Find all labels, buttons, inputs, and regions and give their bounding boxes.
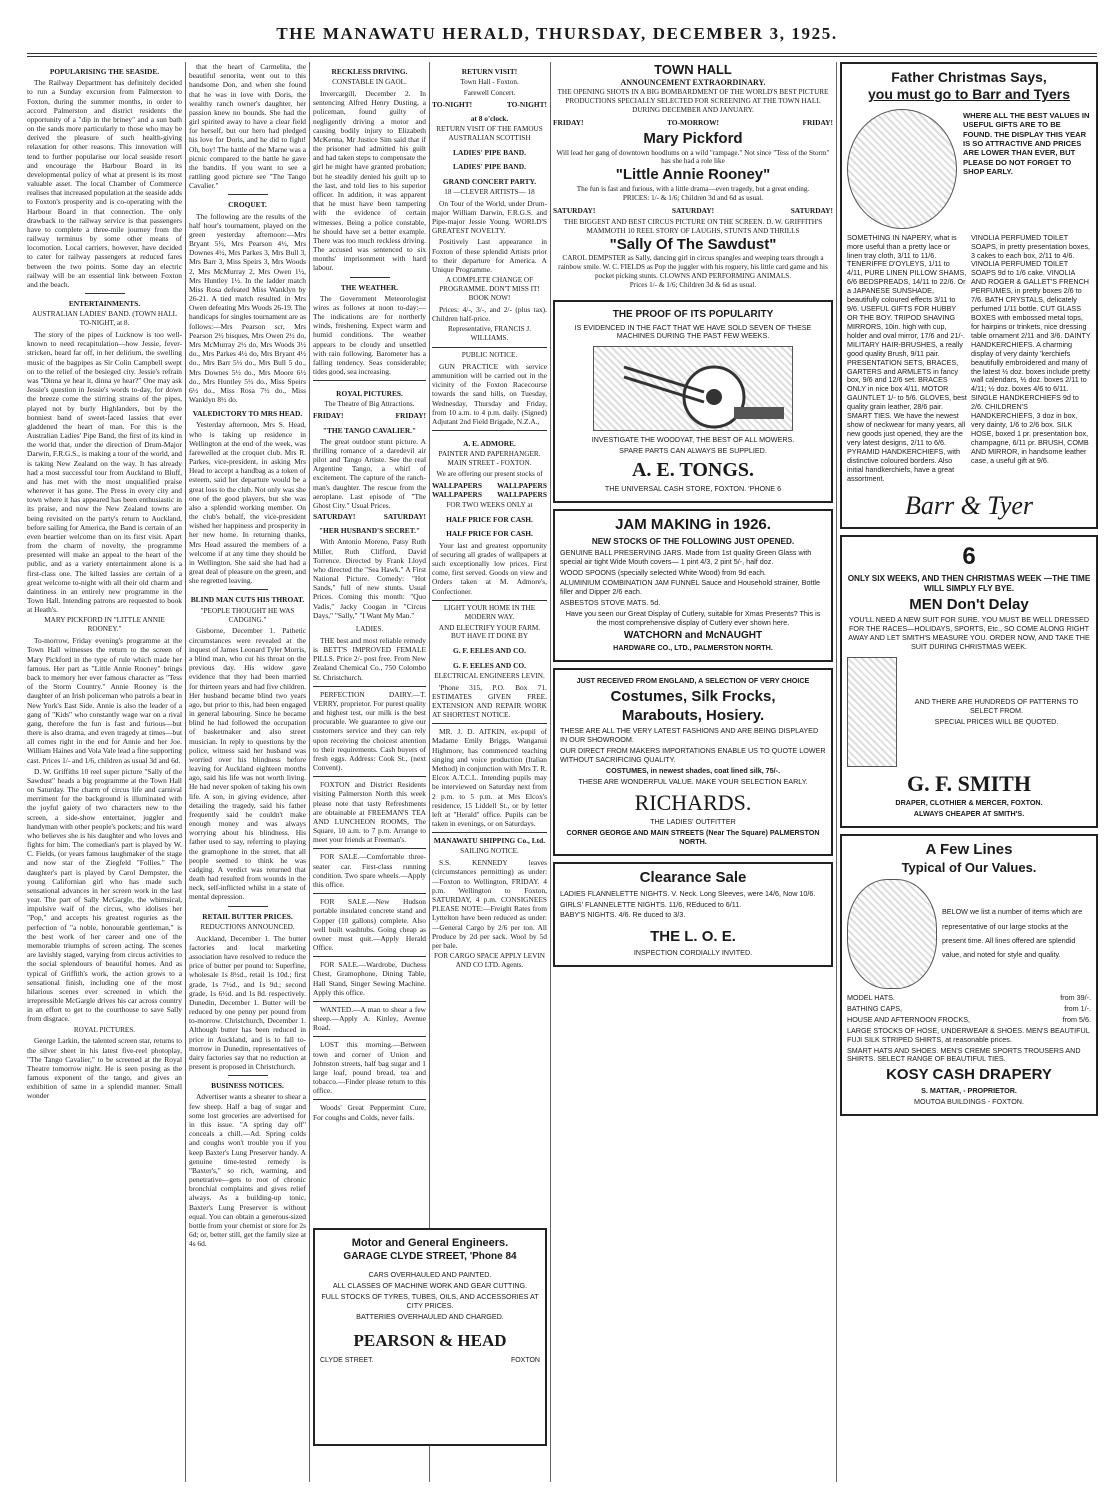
item-name: MODEL HATS. [847, 992, 895, 1002]
ad-electrify: AND ELECTRIFY YOUR FARM. BUT HAVE IT DONE BY [438, 623, 541, 641]
article-sawdust: D. W. Griffiths 10 reel super picture "Sally of the Sawdust" heads a big programme at the Town Hall on Saturday. The charm of circus life and carnival merriment for the background is illuminated with the joyful gaiety of two characters new to the screen, a side-show entertainer, juggler and handyman with other people's pockets; and his ward who believes she is his daughter and who loves and fights for him. The comedian's part is played by W. C. Fields, (or years famous laughmaker of the stage and now star of the Ziegfeld "Follies." The daughter's part is played by Carol Dempster, the young Californian girl who has made such sensational advances in her screen work in the last year. The part of Sally McGargle, the whimsical, impulsive waif of the circus, who idolises her "Pop," and accepts his greatest roguries as the perfection of "a noble, honourable gentleman," is the best work of her career and one of the memorable triumphs of screen acting. The scenes are lavishly staged, varying from circus activities to the social splendours of beautiful homes. And as typical of Griffith's work, the action grows to a sensational finish, including one of the most hilarious scenes ever screened in which the irrepressible McGargle drives his car across country in an effort to get to the courthouse to save Sally from disgrace. [27, 766, 182, 1024]
ad-body: YOU'LL NEED A NEW SUIT FOR SURE. YOU MUST BE WELL DRESSED FOR THE RACES—HOLIDAYS, SPORTS, Etc., SO COME ALONG RIGHT AWAY AND LET SMITH'S MEASURE YOU. ORDER NOW, AND TAKE THE SUIT DURING CHRISTMAS WEEK. [848, 615, 1090, 652]
article-royal-pictures: George Larkin, the talented screen star, returns to the silver sheet in his latest five-reel photoplay, "The Tango Cavalier," to be screened at the Royal Theatre tomorrow night. He is seen posing as the famous exponent of the tango, and gives an exhibition of same in a splendid manner. Small wonder [27, 1036, 182, 1101]
subhead-pickford: MARY PICKFORD IN "LITTLE ANNIE ROONEY." [44, 616, 165, 634]
ad-weeks: ONLY SIX WEEKS, AND THEN CHRISTMAS WEEK —THE TIME WILL SIMPLY FLY BYE. [847, 573, 1091, 593]
subhead-reductions: REDUCTIONS ANNOUNCED. [200, 922, 295, 931]
column-rule [836, 62, 837, 1482]
ad-clever: 18 —CLEVER ARTISTS— 18 [444, 187, 535, 196]
ad-barr-tyer [840, 62, 1098, 529]
ad-name: KOSY CASH DRAPERY [886, 1066, 1052, 1084]
ad-pipe-band [432, 67, 547, 343]
subhead-royal-pictures: ROYAL PICTURES. [73, 1025, 136, 1034]
headline-weather: THE WEATHER. [340, 282, 399, 292]
ad-address: THE UNIVERSAL CASH STORE, FOXTON. 'PHONE 6 [604, 484, 782, 493]
ad-men: MEN Don't Delay [909, 595, 1029, 613]
ad-tonight: TO-NIGHT! [506, 100, 547, 110]
article-butter: Auckland, December 1. The butter factories and local marketing association have resolved to reduce the price of butter per pound to: Superfine, wholesale 1s 8½d., retail 1s 10d.; first grade, 1s 7½d., and 1s 9d.; second grade, 1s 6½d. and 1s 8d. respectively. Dunedin, December 1. Butter will be reduced by one penny per pound from to-morrow. Christchurch, December 1. Although butter has been reduced in price in Auckland, and is to fall to-morrow in Dunedin, representatives of dairy factories say that no reduction at present is proposed in Christchurch. [189, 933, 306, 1072]
headline-blind-man: BLIND MAN CUTS HIS THROAT. [190, 595, 305, 605]
ad-body: THESE ARE ALL THE VERY LATEST FASHIONS AND ARE BEING DISPLAYED IN OUR SHOWROOM. [560, 726, 819, 745]
ad-line: LARGE STOCKS OF HOSE, UNDERWEAR & SHOES. MEN'S BEAUTIFUL FUJI SILK STRIPED SHIRTS, at reasonable prices. [847, 1025, 1090, 1044]
ad-saturday: SATURDAY! [553, 205, 596, 215]
ad-grand: GRAND CONCERT PARTY. [442, 176, 537, 186]
ad-line: GENUINE BALL PRESERVING JARS. Made from 1st quality Green Glass with special air tight Wide Mouth covers— 1 pint 4/3, 2 pint 5/-, half doz. [560, 547, 812, 566]
ad-change: A COMPLETE CHANGE OF PROGRAMME. DON'T MISS IT! BOOK NOW! [439, 276, 540, 302]
ad-cast: CAROL DEMPSTER as Sally, dancing girl in circus spangles and weeping tears through a rainbow smile. W. C. FIELDS as Pop the juggler with his roguery, his little card game and his pocket picking stunts. CLOWNS AND PERFORMING ANIMALS. [558, 254, 828, 281]
ad-items [847, 994, 1091, 1025]
divider [228, 194, 268, 195]
ad-film: "THE TANGO CAVALIER." [322, 425, 417, 435]
ad-cargo: FOR CARGO SPACE APPLY LEVIN AND CO LTD. Agents. [434, 952, 545, 969]
ad-star: Mary Pickford [643, 129, 743, 147]
ad-tonight-row [432, 100, 547, 109]
ad-body: WHERE ALL THE BEST VALUES IN USEFUL GIFTS ARE TO BE FOUND. THE DISPLAY THIS YEAR IS SO ATTRACTIVE AND PRICES ARE LOWER THAN EVER, BUT PLEASE DO NOT FORGET TO SHOP EARLY. [963, 110, 1090, 177]
public-notice-heading: PUBLIC NOTICE. [432, 347, 547, 360]
ad-friday-row [553, 118, 833, 127]
ad-line: ALUMINIUM COMBINATION JAM FUNNEL Sauce and Household strainer, Bottle filler and Dipper 2/6 each. [560, 578, 821, 597]
ad-name: PEARSON & HEAD [353, 1331, 507, 1350]
ad-day: FRIDAY! [313, 411, 344, 421]
ad-title: JAM MAKING in 1926. [615, 515, 771, 533]
ad-clearance-sale [553, 862, 833, 967]
divider [228, 906, 268, 907]
ad-name: WATCHORN and McNAUGHT [623, 630, 763, 642]
divider [85, 293, 125, 294]
headline-business-notices: BUSINESS NOTICES. [211, 1081, 284, 1091]
father-christmas-illustration [847, 109, 957, 229]
ad-spare: SPARE PARTS CAN ALWAYS BE SUPPLIED. [619, 446, 767, 456]
subhead-ladies-band: AUSTRALIAN LADIES' BAND. (TOWN HALL TO-NIGHT, at 8. [31, 310, 178, 328]
item-price: from 39/-. [1060, 992, 1091, 1002]
article-pickford: To-morrow, Friday evening's programme at the Town Hall witnesses the return to the screen of Mary Pickford in the type of rule which made her famous. Her part as "Little Annie Rooney" brings back to memory her ever famous character as "Tess of the Storm Country." Annie Rooney is the daughter of an Irish policeman who patrols a beat in New York's East Side. Annie is also the leader of a gang of "Kids" who constantly wage war on a rival gang, therefore the fun is fast and furious—but there is also drama, and even tragedy at times—but all comes right in the end for Annie and her Joe. William Haines and Vola Vale lead a fine supporting cast. Prices 1/- and 1/6, children as usual 3d and 6d. [27, 636, 182, 765]
ad-line: CARS OVERHAULED AND PAINTED. [368, 1270, 492, 1279]
ad-name: RICHARDS. [634, 790, 752, 816]
ad-kosy-cash-drapery [840, 834, 1098, 1116]
ad-name: A. E. ADMORE. [463, 439, 516, 449]
column-rule [309, 62, 310, 1482]
ad-eeles: G. F. EELES AND CO. [452, 646, 527, 656]
ad-admore [432, 430, 547, 596]
ad-line: BABY'S NIGHTS. 4/6. Re duced to 3/3. [560, 910, 686, 920]
ad-body: THESE ARE WONDERFUL VALUE. MAKE YOUR SELECTION EARLY. [578, 777, 808, 787]
ad-title: RETURN VISIT! [461, 67, 518, 76]
ad-last: Positively Last appearance in Foxton of these splendid Artists prior to their departure for America. A Unique Programme. [432, 237, 547, 274]
column-1 [27, 62, 182, 1482]
ad-line: Have you seen our Great Display of Cutlery, suitable for Xmas Presents? This is the most comprehensive display of Cutlery ever shown here. [565, 609, 821, 628]
lawnmower-illustration [593, 346, 793, 431]
ad-prices: PRICES: 1/- & 1/6; Children 3d and 6d as usual. [622, 193, 764, 202]
ad-peppermint: Woods' Great Peppermint Cure, For coughs and Colds, never fails. [313, 1099, 426, 1121]
ad-tour: On Tour of the World, under Drum-major William Darwin, F.R.G.S. and Pipe-major Jessie Young. WORLD'S GREATEST NOVELTY. [432, 198, 547, 236]
ad-tail: Your last and greatest opportunity of securing all grades of wallpapers at such exceptionally low prices. First come, first served. Goods on view and Orders taken at M. Admore's, Confectioner. [432, 540, 547, 596]
ad-town-hall [553, 62, 833, 290]
ad-address: MOUTOA BUILDINGS - FOXTON. [914, 1096, 1024, 1106]
masthead-rule-2 [27, 56, 1097, 57]
ad-film: "HER HUSBAND'S SECRET." [318, 526, 421, 536]
ad-freeman: FOXTON and District Residents visiting Palmerston North this week please note that tasty Refreshments are obtainable at FREEMAN'S TEA AND LUNCHEON ROOMS, The Square, 10 a.m. to 7 p.m. Arrange to meet your friends at Freeman's. [313, 776, 426, 844]
ad-body: With Antonio Moreno, Patsy Ruth Miller, Ruth Clifford, David Torrence. Directed by Frank Lloyd who directed the "Sea Hawk." A First National Picture. Comedy: "Hot Sands," full of new stunts. Usual Prices. Coming this month: "Quo Vadis," Jacky Coogan in "Circus Days," "Sally," "I Want My Man." [313, 537, 426, 620]
headline-entertainments: ENTERTAINMENTS. [68, 299, 141, 309]
ad-g-f-smith [840, 535, 1098, 828]
article-seaside: The Railway Department has definitely decided to run a Sunday excursion from Palmerston to Foxton, during the summer months, in order to accord Palmerston and district residents the opportunity of a "dip in the briney" and a sun bath on the sands more particularly to those who may be derived the pleasure of such health-giving relaxation for other reasons. This innovation will tend to further popularise our local seaside resort and encourage the Harbour Board in its developmental policy of what at present is its most valuable asset. The local Chamber of Commerce realises that increased population at the seaside adds to Foxton's prosperity and is co-operating with the Harbour Board in that connection. The only drawback to the railway service is that passengers have to complete a three-mile journey from the railway terminus by some other means of locomotion. Local carriers, however, have decided to cater for railway passengers at reduced fares between the two points. Some day an electric railway will be an essential link between Foxton and the beach. [27, 78, 182, 289]
man-illustration [847, 657, 897, 767]
ad-light-heading: LIGHT YOUR HOME IN THE MODERN WAY. [432, 600, 547, 622]
ad-wallpaper: WALLPAPERS [497, 481, 547, 491]
ad-sailing: SAILING NOTICE. [460, 847, 519, 856]
column-6 [840, 62, 1098, 1482]
article-reckless-driving: Invercargill, December 2. In sentencing Alfred Henry Dusting, a policeman, found guilty of negligently driving a motor and causing bodily injury to Elizabeth McKenna, Mr Justice Sim said that if the prisoner had admitted his guilt and had taken steps to compensate the girl he might have granted probation; but he steadily denied his guilt up to the last, and told lies to his superior officer. In addition, it was apparent that he must have been tampering with the evidence of certain witnesses. Being a police constable, he should have set a better example. There was too much reckless driving. The accused was sentenced to six months' imprisonment with hard labour. [313, 89, 426, 273]
ad-aitkin: MR. J. D. AITKIN, ex-pupil of Madame Emily Briggs, Wanganui Highmore, has commenced teaching singing and voice production (Italian Method) in conjunction with Mrs T. R. Elcox A.T.C.L. Intending pupils may be interviewed on Saturday next from 2 p.m. to 5 p.m. at Mrs Elcox's residence, 15 Liddell St., or by letter left at "Herald" office. Pupils can be taken in evenings, or on Saturdays. [432, 723, 547, 828]
ad-title: ROYAL PICTURES. [336, 389, 403, 399]
ad-line: Town Hall - Foxton. [460, 78, 519, 87]
article-ladies-band: The story of the pipes of Lucknow is too well-known to need recapitulation—how Jessie, fever-stricken, heard far off, in her delirium, the swelling music of the bagpipes as Sir Colin Campbell swept on to the relief of the besieged city. Jessie's refrain was "Dinna ye hear it, dinna ye hear?" One may ask Jessie's question in Jessie's words to-day, for down the breeze come the stirring strains of the pipes, played not by burly Highlanders, but by the bonniest band of sweet-faced lassies that ever gladdened the heart of man. For this is the Australian Ladies' Pipe Band, the first of its kind in the world that, under the direction of Drum-Major Darwin, F.R.G.S., is making a tour of the world, and is taking New Zealand on the way. It has already had a most successful tour from Auckland to Bluff, and has met with the most unqualified praise wherever it has gone. The Press in every city and town where it has appeared has been enthusiastic in its praise, and now the New Zealand towns are being revisited on the party's return to Auckland, before sailing for America, the Band is certain of an even heartier welcome than on its first visit. Apart from the charm of novelty, the programme presented will make an appeal to the heart of the public, and as a variety entertainment alone is a first-class one. The kilted lassies are certain of a great welcome to-night with all their old charm and daintiness in an entirely new programme in the Town Hall. Intending patrons are requested to book at Heath's. [27, 330, 182, 615]
ad-title: Typical of Our Values. [901, 859, 1037, 875]
ad-pills: THE best and most reliable remedy is BETT'S IMPROVED FEMALE PILLS. Price 2/- post free. From New Zealand Chemical Co., 750 Colombo St. Christchurch. [313, 635, 426, 682]
ad-body: THE OPENING SHOTS IN A BIG BOMBARDMENT OF THE WORLD'S BEST PICTURE PRODUCTIONS SPECIALLY SELECTED FOR SCREENING AT THE TOWN HALL DURING DECEMBER AND JANUARY. [557, 88, 829, 114]
ad-name: THE L. O. E. [650, 928, 736, 946]
ad-weeks: FOR TWO WEEKS ONLY at [446, 501, 533, 510]
ad-role: THE LADIES' OUTFITTER [650, 817, 736, 827]
ad-list-left: SOMETHING IN NAPERY, what is more useful than a pretty lace or linen tray cloth, 3/11 to 11/6. TENERIFFE D'OYLEYS, 1/11 to 4/11, PURE LINEN PILLOW SHAMS, 6/6 BEDSPREADS, 14/11 to 22/6. Or a JAPANESE SUNSHADE, beautifully coloured effects 3/11 to 9/6. USEFUL GIFTS FOR HUBBY OR THE BOY. TRIPOD SHAVING MIRRORS, 10in. high with cup, holder and oval mirror, 17/6 and 21/-. MILITARY HAIR-BRUSHES, a really good quality Brush, 9/11 pair. PRESENTATION SETS, BRACES, GARTERS and ARMLETS in fancy box, 9/6 and 12/6 set. BRACES ONLY in nice box 4/11. MOTOR GAUNTLET 1/- to 5/6. GLOVES, best quality grain leather, 28/6 pair. SMART TIES. We have the newest show of neckwear for many years, all new goods just opened, they are the very latest designs, 2/11 to 6/6. PYRAMID HANDKERCHIEFS, with distinctive coloured borders. Also initial handkerchiefs, have a great assortment. [847, 232, 967, 483]
ad-body: We are offering our present stocks of [436, 470, 543, 479]
ad-day: FRIDAY! [395, 411, 426, 421]
ad-title: Clearance Sale [639, 869, 747, 887]
ad-half-price: HALF PRICE FOR CASH. [446, 515, 533, 525]
ad-sub: GARAGE CLYDE STREET, 'Phone 84 [343, 1251, 517, 1262]
headline-valedictory: VALEDICTORY TO MRS HEAD. [192, 409, 303, 419]
public-notice-gun: GUN PRACTICE with service ammunition will be carried out in the vicinity of the Foxton Racecourse towards the sand hills, on Tuesday, Wednesday, Thursday and Friday, from 10 a.m. to 4 p.m. daily. (Signed) Adjutant 2nd Field Brigade, N.Z.A., [432, 361, 547, 426]
ad-eeles-body: 'Phone 315, P.O. Box 71. ESTIMATES GIVEN FREE. EXTENSION AND REPAIR WORK AT SHORTEST NOTICE. [432, 682, 547, 720]
ad-day: SATURDAY! [383, 512, 426, 522]
ad-body: OUR DIRECT FROM MAKERS IMPORTATIONS ENABLE US TO QUOTE LOWER WITHOUT SACRIFICING QUALITY. [560, 746, 826, 765]
ad-prices: Prices 1/- & 1/6; Children 3d & 6d as usual. [629, 281, 757, 290]
ad-tonight: TO-NIGHT! [432, 100, 473, 110]
ad-eeles: G. F. EELES AND CO. [452, 660, 527, 670]
ad-prices: Prices: 4/-, 3/-, and 2/- (plus tax). Children half-price. [432, 304, 547, 323]
list-item [847, 994, 1091, 1003]
ad-eeles-role: ELECTRICAL ENGINEERS LEVIN. [434, 671, 545, 680]
ad-investigate: INVESTIGATE THE WOODYAT, THE BEST OF ALL MOWERS. [591, 435, 795, 445]
ad-line: WOOD SPOONS (specially selected White Wood) from 9d each. [560, 567, 766, 577]
ad-title: Father Christmas Says, [891, 69, 1047, 85]
ad-line: FULL STOCKS OF TYRES, TUBES, OILS, AND ACCESSORIES AT CITY PRICES. [321, 1292, 539, 1310]
item-price: from 5/6. [1062, 1014, 1091, 1024]
ad-body: AND THERE ARE HUNDREDS OF PATTERNS TO SELECT FROM. [914, 696, 1079, 715]
ad-kennedy: S.S. KENNEDY leaves (circumstances permitting) as under:—Foxton to Wellington, FRIDAY. 4 p.m. Wellington to Foxton, SATURDAY, 4 p.m. CONSIGNEES PLEASE NOTE:—Freight Rates from Lyttelton have been reduced as under:—General Cargo by 2/6 per ton. All Produce by 2d per sack. Wool by 5d per bale. [432, 858, 547, 950]
article-business-notices: Advertiser wants a shearer to shear a few sheep. Half a bag of sugar and some lost groceries are advertised for in this issue. "A spring day off" conceals a chill.—Ad. Spring colds and coughs won't trouble you if you keep Baxter's Lung Preserver handy. A genuine time-tested remedy is "Baxter's," so rich, warming, and penetrative—gets to root of chronic bronchial complaints and gives relief always. As a building-up tonic, Baxter's Lung Preserver is without equal. You can obtain a generous-sized bottle from your chemist or store for 2s 6d; or, better still, get the family size at 4s 6d. [189, 1092, 306, 1249]
column-rule [185, 62, 186, 1482]
ad-fun: The fun is fast and furious, with a little drama—even tragedy, but a great ending. [576, 184, 810, 193]
ad-line: GIRLS' FLANNELETTE NIGHTS. 11/6, REduced to 6/11. [560, 899, 742, 909]
ad-street: CLYDE STREET. [320, 1357, 374, 1364]
ad-day-row [313, 411, 426, 420]
ad-tongs [553, 300, 833, 503]
item-price: from 1/-. [1064, 1003, 1091, 1013]
ad-day-row [313, 512, 426, 521]
ad-time: at 8 o'clock. [470, 114, 509, 124]
ad-role: PAINTER AND PAPERHANGER. MAIN STREET - FOXTON. [438, 450, 541, 468]
ad-tag: ALWAYS CHEAPER AT SMITH'S. [913, 809, 1025, 819]
subhead-cadging: "PEOPLE THOUGHT HE WAS CADGING." [200, 606, 295, 624]
ad-saturday: SATURDAY! [671, 205, 715, 215]
ad-desc: Will lead her gang of downtown hoodlums on a wild "rampage." Not since "Tess of the Storm" has she had a role like [556, 148, 830, 166]
ad-heading: Marabouts, Hosiery. [621, 706, 765, 724]
ad-top: JUST RECEIVED FROM ENGLAND, A SELECTION OF VERY CHOICE [576, 676, 810, 686]
classified-car: FOR SALE.—Comfortable three-seater car. First-class running condition. Two spare wheels.—Apply this office. [313, 848, 426, 889]
classified-copper: FOR SALE.—New Hudson portable insulated concrete stand and Copper (10 gallons) complete. Also well built washtubs. Going cheap as owner must quit.—Apply Herald Office. [313, 893, 426, 952]
ad-title: A Few Lines [925, 841, 1013, 859]
ad-film: "Little Annie Rooney" [615, 166, 771, 184]
ad-list-right: VINOLIA PERFUMED TOILET SOAPS, in pretty presentation boxes, 3 cakes to each box, 2/11 to 4/6. VINOLIA PERFUMED TOILET SOAPS 9d to 1/6 cake. VINOLIA AND ROGER & GALLET'S FRENCH PERFUMES, in pretty boxes 2/6 to 7/6. BATH CRYSTALS, delicately perfumed 1/11 bottle. CUT GLASS BOXES with embossed metal tops, for hairpins or trinkets, nice dressing table ornament 2/11 and 3/6. DAINTY HANDKERCHIEFS. A charming display of very dainty 'kerchiefs beautifully embroidered and many of the latest ½ doz. boxes include pretty wall calendars, ½ doz. boxes 2/11 to 4/11; ½ doz. boxes 4/6 to 6/11. SINGLE HANDKERCHIEFS 9d to 2/6. CHILDREN'S HANDKERCHIEFS, 3 doz in box, very dainty, 1/6 to 2/6 box. SILK HOSE, boxed 1 pr. presentation box, champagne, 6/11 pr. BRUSH, COMB AND MIRROR, in handsome leather case, a useful gift at 9/6. [971, 232, 1091, 465]
ad-address: HARDWARE CO., LTD., PALMERSTON NORTH. [613, 643, 773, 653]
ad-address-row [320, 1357, 540, 1364]
ad-body: The great outdoor stunt picture. A thrilling romance of a daredevil air pilot and Tango Artiste. See the real Argentine Tango, a whirl of excitement. The capture of the ranch-man's daughter. The rescue from the aeroplane. Last episode of "The Ghost City." Usual Prices. [313, 436, 426, 510]
article-valedictory: Yesterday afternoon, Mrs S. Head, who is taking up residence in Wellington at the end of the week, was farewelled at the croquet club. Mrs R. Parkes, vice-president, in asking Mrs Head to accept a handbag as a token of esteem, said her departure would be a great loss to the club. Not only was she one of the good players, but she was also a splendid working member. On the club's behalf, the vice-president wished her happiness and prosperity in her new home. In returning thanks, Mrs Head assured the members of a welcome if at any time they should be in Wellington. She said she had had a great deal of pleasure on the green, and she regretted leaving. [189, 420, 306, 586]
ad-intro: BELOW we list a number of items which are representative of our large stocks at the present time. All lines offered are splendid value, and noted for style and quality. [942, 907, 1083, 960]
list-item [847, 1005, 1091, 1014]
barr-tyer-logo: Barr & Tyer [904, 490, 1034, 520]
ad-wallpaper-row [432, 481, 547, 490]
ad-wallpaper: WALLPAPERS [432, 481, 482, 491]
column-5 [553, 62, 833, 1482]
ad-name: G. F. SMITH [907, 771, 1031, 797]
masthead: THE MANAWATU HERALD, THURSDAY, DECEMBER 3, 1925. [276, 24, 838, 43]
lady-illustration [847, 879, 937, 989]
item-name: HOUSE AND AFTERNOON FROCKS, [847, 1014, 971, 1024]
ad-line: ALL CLASSES OF MACHINE WORK AND GEAR CUTTING. [332, 1281, 528, 1290]
headline-seaside: POPULARISING THE SEASIDE. [49, 67, 160, 76]
article-croquet: The following are the results of the half hour's tournament, played on the green yesterday afternoon:—Mrs Bryant 5½, Mrs Pearson 4½, Mrs Downes 4½, Mrs Parkes 3, Mrs Bull 3, Mrs Barr 3, Miss Speirs 3, Mrs Woods 2, Mrs McMurray 2, Mrs Owen 1½, Mrs Huntley 1½. In the ladder match Miss Rosa defeated Miss Wanklyn by 26-21. A tied match resulted in Mrs Owen defeating Mrs Woods 26-19. The handicaps for singles tournament are as follows:—Mrs Pearson scr, Mrs Pearson 2½ bisques, Mrs Owen 2½ do, Mrs McMurray 2½ do, Mrs Woods 3½ do., Mrs Parkes 4½ do, Mrs Bryant 4½ do., Mrs Barr 5½ do., Mrs Bull 5 do., Mrs Downes 5½ do., Mrs Moore 6½ do., Mrs Huntley 5½ do., Miss Speirs 6½ do., Miss Rosa 7½ do., Miss Wanklyn 8½ do. [189, 211, 306, 405]
ad-dairy: PERFECTION DAIRY.—T. VERRY, proprietor. For purest quality and highest test, our milk is the best procurable. We guarantee to give our customers service and they can rely upon receiving the choicest attention to their requirements. Cash buyers of fresh eggs. Address: Cook St., (next Convent). [313, 686, 426, 773]
ad-band: LADIES' PIPE BAND. [453, 162, 526, 172]
ad-friday: FRIDAY! [553, 117, 584, 127]
ad-royal-pictures [313, 380, 426, 620]
ad-title: Motor and General Engineers. [351, 1237, 509, 1249]
ad-line: Farewell Concert. [463, 89, 516, 98]
ad-wallpaper-row [432, 490, 547, 499]
ad-jam-making [553, 509, 833, 662]
article-tango: that the heart of Carmelita, the beautiful senorita, went out to this handsome Don, and when she found that he was in love with Doris, the wealthy ranch owner's daughter, her passion knew no bounds. She had the girl spirited away to have a clear field for herself, but our hero had pledged his love for Doris, and he did to fight! Oh, boy! The battle of the Marne was a picnic compared to the battle he gave the bandits. If you want to see a rattling good picture see "The Tango Cavalier." [189, 62, 306, 191]
ad-saturday: SATURDAY! [790, 205, 833, 215]
article-weather: The Government Meteorologist wires as follows at noon to-day:—The indications are for northerly winds, freshening. Expect warm and humid conditions. The weather appears to be cloudy and unsettled with rain following. Barometer has a falling tendency. Seas considerable; tides good, sea increasing. [313, 293, 426, 377]
masthead-rule [27, 53, 1097, 54]
ad-heading: Costumes, Silk Frocks, [610, 688, 776, 706]
item-name: BATHING CAPS, [847, 1003, 902, 1013]
ad-body: COSTUMES, in newest shades, coat lined silk, 75/-. [605, 766, 781, 776]
ad-name: A. E. TONGS. [631, 459, 755, 482]
column-rule [550, 62, 551, 1482]
ad-line: SMART HATS AND SHOES. MEN'S CREME SPORTS TROUSERS AND SHIRTS. SELECT RANGE OF BEAUTIFUL TIES. [847, 1045, 1081, 1064]
divider [228, 1075, 268, 1076]
ad-footer: INSPECTION CORDIALLY INVITED. [633, 948, 753, 957]
classified-wanted: WANTED.—A man to shear a few sheep.—Apply A. Kinley, Avenue Road. [313, 1001, 426, 1033]
ad-half-price: HALF PRICE FOR CASH. [446, 529, 533, 539]
ad-pearson-head [313, 1228, 547, 1446]
ad-address: CORNER GEORGE AND MAIN STREETS (Near The Square) PALMERSTON NORTH. [566, 828, 820, 847]
ad-wallpaper: WALLPAPERS [432, 490, 482, 500]
ad-rep: Representative, FRANCIS J. WILLIAMS. [447, 325, 532, 343]
ad-line: LADIES FLANNELETTE NIGHTS. V. Neck. Long Sleeves, were 14/6, Now 10/6. [560, 888, 816, 898]
ad-line: ASBESTOS STOVE MATS. 5d. [560, 598, 661, 608]
ad-friday: FRIDAY! [802, 117, 833, 127]
column-4 [432, 62, 547, 1072]
ad-day: SATURDAY! [313, 512, 356, 522]
divider [350, 277, 390, 278]
ad-richards [553, 668, 833, 856]
ad-title: you must go to Barr and Tyers [868, 86, 1070, 103]
ad-subtitle: The Theatre of Big Attractions. [324, 400, 415, 409]
ad-saturday-row [553, 206, 833, 215]
ad-role: DRAPER, CLOTHIER & MERCER, FOXTON. [895, 798, 1043, 808]
ad-band: LADIES' PIPE BAND. [453, 148, 526, 158]
divider [228, 589, 268, 590]
ad-sub: NEW STOCKS OF THE FOLLOWING JUST OPENED. [591, 536, 795, 546]
ad-sub: ANNOUNCEMENT EXTRAORDINARY. [620, 78, 766, 88]
ad-body: SPECIAL PRICES WILL BE QUOTED. [934, 716, 1059, 726]
headline-reckless-driving: RECKLESS DRIVING. [331, 67, 408, 76]
ad-body: RETURN VISIT OF THE FAMOUS AUSTRALIAN SCOTTISH [436, 125, 543, 143]
ad-proprietor: S. MATTAR, - PROPRIETOR. [921, 1086, 1017, 1095]
ad-town: FOXTON [510, 1357, 540, 1364]
headline-butter: RETAIL BUTTER PRICES. [202, 911, 293, 921]
column-2 [189, 62, 306, 1482]
ad-number: 6 [962, 542, 976, 570]
ad-shipping-heading: MANAWATU SHIPPING Co., Ltd. [432, 832, 547, 845]
classified-furniture: FOR SALE.—Wardrobe, Duchess Chest, Gramophone, Dining Table, Hall Stand, Singer Sewing Machine. Apply this office. [313, 956, 426, 997]
headline-croquet: CROQUET. [228, 200, 267, 210]
ad-ladies-heading: LADIES. [355, 624, 384, 633]
ad-line: BATTERIES OVERHAULED AND CHARGED. [356, 1312, 504, 1321]
ad-body: IS EVIDENCED IN THE FACT THAT WE HAVE SOLD SEVEN OF THESE MACHINES DURING THE PAST FEW WEEKS. [574, 322, 812, 341]
list-item [847, 1016, 1091, 1025]
article-blind-man: Gisborne, December 1. Pathetic circumstances were revealed at the inquest of James Leonard Tyler Morris, a blind man, who cut his throat on the previous day. His widow gave evidence that they had been married for thirteen years and had five children. Her husband became blind two years ago, but prior to this, had been engaged in general labouring. Since he became blind he had followed the occupation of basketmaker and also street musician. In reply to questions by the police, witness said her husband was worried over his blindness before leaving for Auckland eighteen months ago, said his life was not worth living. He had never spoken of taking his own life. A son, in giving evidence, after detailing the tragedy, said his father frequently said he couldn't make enough money and was always worrying about his blindness. His father used to say, referring to playing the gramophone in the street, that all people seemed to think he was cadging. A verdict was returned that death had resulted from wounds in the neck, self-inflicted whilst in a state of mental depression. [189, 626, 306, 902]
ad-tomorrow: TO-MORROW! [666, 117, 719, 127]
ad-title: TOWN HALL [654, 62, 732, 77]
ad-film: "Sally Of The Sawdust" [609, 235, 777, 253]
ad-wallpaper: WALLPAPERS [497, 490, 547, 500]
classified-lost: LOST this morning.—Between town and corner of Union and Johnston streets, half bag sugar and 1 large loaf, pound bread, tea and tobacco.—Finder please return to this office. [313, 1036, 426, 1095]
subhead-constable: CONSTABLE IN GAOL. [332, 78, 407, 87]
ad-title: THE PROOF OF ITS POPULARITY [612, 309, 774, 321]
ad-big: THE BIGGEST AND BEST CIRCUS PICTURE ON THE SCREEN. D. W. GRIFFITH'S MAMMOTH 10 REEL STORY OF LAUGHS, STUNTS AND THRILLS [563, 218, 823, 235]
